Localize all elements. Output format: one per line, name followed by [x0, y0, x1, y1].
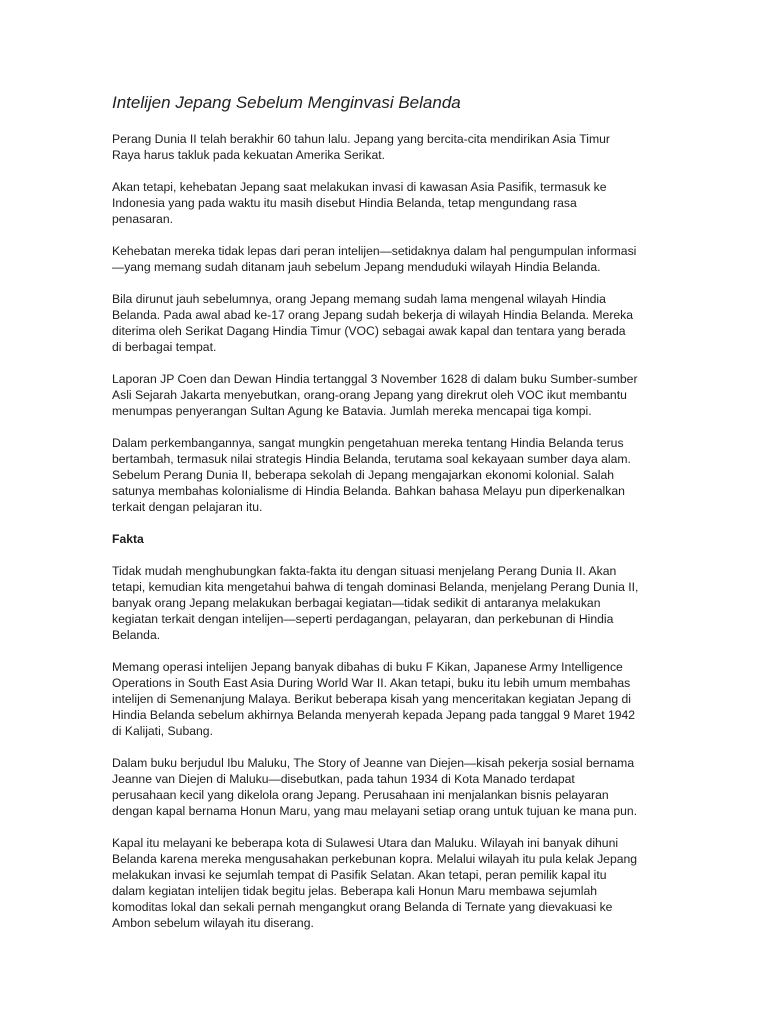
paragraph: Laporan JP Coen dan Dewan Hindia tertanggal 3 November 1628 di dalam buku Sumber-sumber Asli Sejarah Jakarta menyebutkan, orang-orang Jepang yang direkrut oleh VOC ikut membantu menumpas penyerangan Sultan Agung ke Batavia. Jumlah mereka mencapai tiga kompi.: [112, 372, 638, 418]
paragraph: Perang Dunia II telah berakhir 60 tahun lalu. Jepang yang bercita-cita mendirikan Asia Timur Raya harus takluk pada kekuatan Amerika Serikat.: [112, 132, 610, 162]
paragraph: Akan tetapi, kehebatan Jepang saat melakukan invasi di kawasan Asia Pasifik, termasuk ke Indonesia yang pada waktu itu masih disebut Hindia Belanda, tetap mengundang rasa penasaran.: [112, 180, 607, 226]
paragraph: Kehebatan mereka tidak lepas dari peran intelijen—setidaknya dalam hal pengumpulan informasi —yang memang sudah ditanam jauh sebelum Jepang menduduki wilayah Hindia Belanda.: [112, 244, 637, 274]
paragraph: Dalam perkembangannya, sangat mungkin pengetahuan mereka tentang Hindia Belanda terus bertambah, termasuk nilai strategis Hindia Belanda, terutama soal kekayaan sumber daya alam. Sebelum Perang Dunia II, beberapa sekolah di Jepang mengajarkan ekonomi kolonial. Salah satunya membahas kolonialisme di Hindia Belanda. Bahkan bahasa Melayu pun diperkenalkan terkait dengan pelajaran itu.: [112, 436, 631, 514]
paragraph: Kapal itu melayani ke beberapa kota di Sulawesi Utara dan Maluku. Wilayah ini banyak dihuni Belanda karena mereka mengusahakan perkebunan kopra. Melalui wilayah itu pula kelak Jepang melakukan invasi ke sejumlah tempat di Pasifik Selatan. Akan tetapi, peran pemilik kapal itu dalam kegiatan intelijen tidak begitu jelas. Beberapa kali Honun Maru membawa sejumlah komoditas lokal dan sekali pernah mengangkut orang Belanda di Ternate yang dievakuasi ke Ambon sebelum wilayah itu diserang.: [112, 836, 638, 930]
paragraph: Tidak mudah menghubungkan fakta-fakta itu dengan situasi menjelang Perang Dunia II. Akan tetapi, kemudian kita mengetahui bahwa di tengah dominasi Belanda, menjelang Perang Dunia II, banyak orang Jepang melakukan berbagai kegiatan—tidak sedikit di antaranya melakukan kegiatan terkait dengan intelijen—seperti perdagangan, pelayaran, dan perkebunan di Hindia Belanda.: [112, 564, 639, 642]
section-heading: Fakta: [112, 532, 144, 546]
paragraph: Bila dirunut jauh sebelumnya, orang Jepang memang sudah lama mengenal wilayah Hindia Belanda. Pada awal abad ke-17 orang Jepang sudah bekerja di wilayah Hindia Belanda. Mereka diterima oleh Serikat Dagang Hindia Timur (VOC) sebagai awak kapal dan tentara yang berada di berbagai tempat.: [112, 292, 634, 354]
paragraph: Dalam buku berjudul Ibu Maluku, The Story of Jeanne van Diejen—kisah pekerja sosial bernama Jeanne van Diejen di Maluku—disebutkan, pada tahun 1934 di Kota Manado terdapat perusahaan kecil yang dikelola orang Jepang. Perusahaan ini menjalankan bisnis pelayaran dengan kapal bernama Honun Maru, yang mau melayani setiap orang untuk tujuan ke mana pun.: [112, 756, 638, 818]
document-title: Intelijen Jepang Sebelum Menginvasi Belanda: [112, 93, 461, 112]
paragraph: Memang operasi intelijen Jepang banyak dibahas di buku F Kikan, Japanese Army Intelligence Operations in South East Asia During World War II. Akan tetapi, buku itu lebih umum membahas intelijen di Semenanjung Malaya. Berikut beberapa kisah yang menceritakan kegiatan Jepang di Hindia Belanda sebelum akhirnya Belanda menyerah kepada Jepang pada tanggal 9 Maret 1942 di Kalijati, Subang.: [112, 660, 636, 738]
